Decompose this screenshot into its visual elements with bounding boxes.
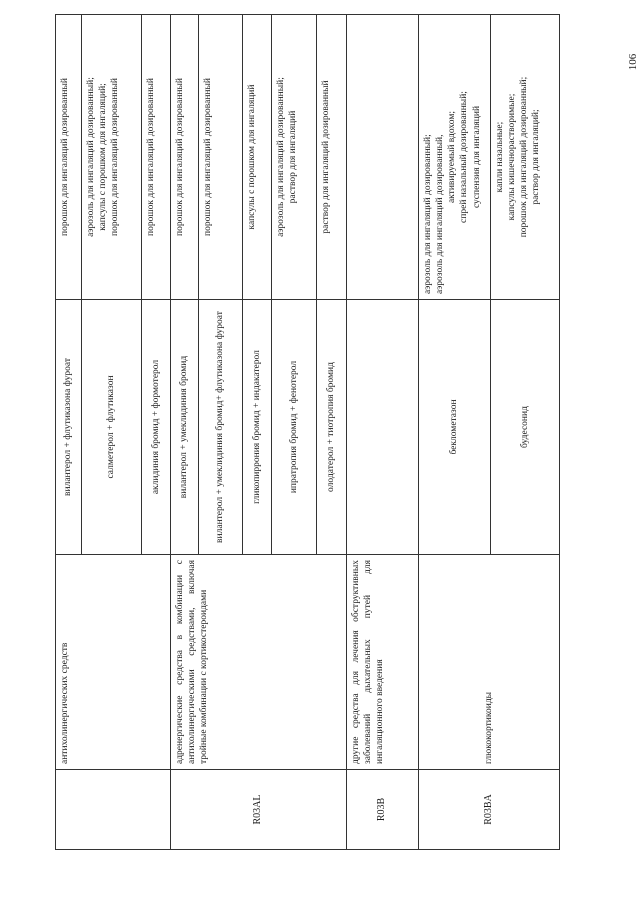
substance-cell: салметерол + флутиказон: [82, 300, 142, 555]
dosage-forms-cell: [243, 15, 272, 300]
substance-cell: олодатерол + тиотропия бромид: [317, 300, 347, 555]
dosage-form: раствор для ингаляций дозированный: [321, 80, 331, 234]
atc-code-cell: R03B: [347, 770, 419, 850]
group-cell: глюкокортикоиды: [419, 555, 560, 770]
dosage-form: капсулы кишечнорастворимые;: [507, 93, 518, 221]
dosage-forms-cell: [171, 15, 199, 300]
substance-cell: гликопиррония бромид + индакатерол: [243, 300, 272, 555]
substance-cell: [347, 300, 419, 555]
substance-cell: будесонид: [491, 300, 560, 555]
substance-cell: аклидиния бромид + формотерол: [142, 300, 171, 555]
substance-cell: беклометазон: [419, 300, 491, 555]
dosage-form: спрей назальный дозированный;: [459, 91, 470, 223]
substance-cell: вилантерол + умеклидиния бромид+ флутиказона фуроат: [199, 300, 243, 555]
dosage-form: порошок для ингаляций дозированный: [203, 78, 213, 236]
dosage-form: капли назальные;: [495, 121, 505, 193]
dosage-form: порошок для ингаляций дозированный;: [519, 76, 530, 238]
dosage-forms-cell: [142, 15, 171, 300]
table-row: [419, 15, 491, 850]
substance-cell: вилантерол + флутиказона фуроат: [56, 300, 82, 555]
dosage-form: аэрозоль для ингаляций дозированный;: [423, 134, 433, 294]
dosage-form: капсулы с порошком для ингаляций: [247, 84, 257, 230]
dosage-form: капсулы с порошком для ингаляций;: [98, 83, 109, 231]
substance-cell: ипратропия бромид + фенотерол: [272, 300, 317, 555]
drug-classification-table: [55, 14, 560, 850]
dosage-forms-cell: [491, 15, 560, 300]
dosage-forms-cell: [419, 15, 491, 300]
dosage-forms-cell: [347, 15, 419, 300]
dosage-forms-cell: [272, 15, 317, 300]
dosage-forms-cell: [82, 15, 142, 300]
page-number: 106: [627, 53, 639, 71]
dosage-form: аэрозоль для ингаляций дозированный;: [276, 77, 286, 237]
dosage-form: аэрозоль для ингаляций дозированный,: [435, 134, 446, 294]
dosage-form: раствор для ингаляций;: [531, 109, 542, 205]
dosage-forms-cell: [199, 15, 243, 300]
atc-code-cell: [56, 770, 171, 850]
dosage-form: раствор для ингаляций: [288, 110, 299, 204]
dosage-form: суспензия для ингаляций: [471, 105, 482, 209]
dosage-forms-cell: [56, 15, 82, 300]
dosage-form: порошок для ингаляций дозированный: [60, 78, 70, 236]
table-row: [347, 15, 419, 850]
atc-code-cell: R03AL: [171, 770, 347, 850]
group-cell: другие средства для лечения обструктивных заболеваний дыхательных путей для ингаляционного введения: [347, 555, 419, 770]
dosage-form: активируемый вдохом;: [447, 110, 458, 204]
group-cell: адренергические средства в комбинации с антихолинергическими средствами, включая тройные комбинации с кортикостероидами: [171, 555, 347, 770]
substance-cell: вилантерол + умеклидиния бромид: [171, 300, 199, 555]
dosage-form: аэрозоль для ингаляций дозированный;: [86, 77, 96, 237]
group-cell: антихолинергических средств: [56, 555, 171, 770]
dosage-form: порошок для ингаляций дозированный: [175, 78, 185, 236]
dosage-form: порошок для ингаляций дозированный: [110, 78, 121, 236]
atc-code-cell: R03BA: [419, 770, 560, 850]
dosage-form: порошок для ингаляций дозированный: [146, 78, 156, 236]
dosage-forms-cell: [317, 15, 347, 300]
table-row: [56, 15, 82, 850]
rotated-document: [55, 15, 560, 850]
table-row: [171, 15, 199, 850]
